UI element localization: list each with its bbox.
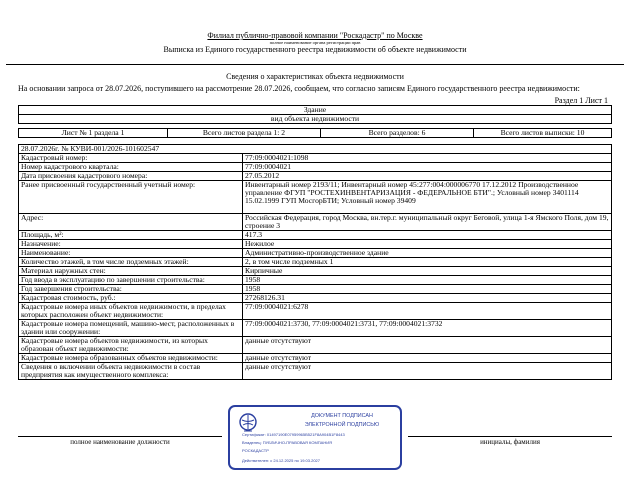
row-value: Административно-производственное здание — [243, 249, 612, 258]
row-value: Нежилое — [243, 240, 612, 249]
object-kind-table — [18, 105, 612, 124]
row-value: 77:09:0004021:6278 — [243, 303, 612, 320]
total-sheets: Всего листов выписки: 10 — [474, 129, 612, 138]
row-label: Год ввода в эксплуатацию по завершении строительства: — [19, 276, 243, 285]
organization-caption: полное наименование органа регистрации прав — [269, 40, 361, 45]
row-label: Площадь, м²: — [19, 231, 243, 240]
row-label: Ранее присвоенный государственный учетный номер: — [19, 181, 243, 214]
property-details-table — [18, 144, 612, 380]
stamp-line1: ДОКУМЕНТ ПОДПИСАН — [311, 413, 373, 419]
row-label: Дата присвоения кадастрового номера: — [19, 172, 243, 181]
position-line — [18, 436, 222, 437]
section-page-label: Раздел 1 Лист 1 — [554, 96, 608, 105]
row-value: 417.3 — [243, 231, 612, 240]
row-value: Инвентарный номер 2193/11; Инвентарный номер 45:277:004:000006770 17.12.2012 Производственное управление ФГУП "РОСТЕХИНВЕНТАРИЗАЦИЯ - ФЕДЕРАЛЬНОЕ БТИ".; Условный номер 3401114 15.02.1999 ГУП МосгорБТИ; Условный номер 39409 — [243, 181, 612, 214]
row-value: 77:09:0004021:3730, 77:09:0004021:3731, 77:09:0004021:3732 — [243, 320, 612, 337]
row-value: 1958 — [243, 285, 612, 294]
row-value: 77:09:0004021 — [243, 163, 612, 172]
stamp-line2: ЭЛЕКТРОННОЙ ПОДПИСЬЮ — [304, 422, 380, 428]
stamp-owner: Владелец: ПУБЛИЧНО-ПРАВОВАЯ КОМПАНИЯ — [242, 440, 332, 445]
row-value: данные отсутствуют — [243, 354, 612, 363]
total-sheets-section: Всего листов раздела 1: 2 — [168, 129, 321, 138]
row-label: Кадастровые номера образованных объектов недвижимости: — [19, 354, 243, 363]
row-label: Сведения о включении объекта недвижимости в состав предприятия как имущественного комплекса: — [19, 363, 243, 380]
roskadastr-logo-icon — [238, 412, 258, 434]
organization-name: Филиал публично-правовой компании "Роскадастр" по Москве — [207, 31, 423, 40]
stamp-certificate: Сертификат: 01497190E07959965B521F8A904B1F8443 — [242, 432, 345, 437]
document-title: Выписка из Единого государственного реестра недвижимости об объекте недвижимости — [163, 45, 467, 54]
document-number: 28.07.2026г. № КУВИ-001/2026-101602547 — [19, 145, 612, 154]
row-value: данные отсутствуют — [243, 337, 612, 354]
row-value: 27268126.31 — [243, 294, 612, 303]
row-label: Кадастровые номера помещений, машино-мест, расположенных в здании или сооружении: — [19, 320, 243, 337]
position-caption: полное наименование должности — [70, 438, 170, 446]
header-divider — [6, 64, 624, 65]
row-label: Количество этажей, в том числе подземных этажей: — [19, 258, 243, 267]
row-label: Кадастровый номер: — [19, 154, 243, 163]
row-label: Адрес: — [19, 214, 243, 231]
row-value: 77:09:0004021:1098 — [243, 154, 612, 163]
row-label: Материал наружных стен: — [19, 267, 243, 276]
row-label: Номер кадастрового квартала: — [19, 163, 243, 172]
stamp-owner2: РОСКАДАСТР — [242, 448, 269, 453]
row-label: Кадастровые номера объектов недвижимости, из которых образован объект недвижимости: — [19, 337, 243, 354]
row-value: 27.05.2012 — [243, 172, 612, 181]
row-value: 1958 — [243, 276, 612, 285]
name-line — [408, 436, 612, 437]
row-label: Назначение: — [19, 240, 243, 249]
sheet-number: Лист № 1 раздела 1 — [19, 129, 168, 138]
row-label: Наименование: — [19, 249, 243, 258]
object-kind-caption: вид объекта недвижимости — [19, 115, 612, 124]
section-title: Сведения о характеристиках объекта недвижимости — [226, 72, 404, 81]
row-value: 2, в том числе подземных 1 — [243, 258, 612, 267]
row-label: Кадастровая стоимость, руб.: — [19, 294, 243, 303]
row-label: Кадастровые номера иных объектов недвижимости, в пределах которых расположен объект недвижимости: — [19, 303, 243, 320]
row-value: данные отсутствуют — [243, 363, 612, 380]
row-label: Год завершения строительства: — [19, 285, 243, 294]
name-caption: инициалы, фамилия — [480, 438, 540, 446]
electronic-signature-stamp — [228, 405, 402, 470]
request-text: На основании запроса от 28.07.2026, поступившего на рассмотрение 28.07.2026, сообщаем, что согласно записям Единого государственного реестра недвижимости: — [18, 84, 580, 93]
total-sections: Всего разделов: 6 — [321, 129, 474, 138]
row-value: Российская Федерация, город Москва, вн.тер.г. муниципальный округ Беговой, улица 1-я Ямского Поля, дом 19, строение 3 — [243, 214, 612, 231]
row-value: Кирпичные — [243, 267, 612, 276]
sheet-info-table — [18, 128, 612, 138]
stamp-validity: Действителен: с 24.12.2025 по 19.03.2027 — [242, 458, 320, 463]
object-kind: Здание — [19, 106, 612, 115]
